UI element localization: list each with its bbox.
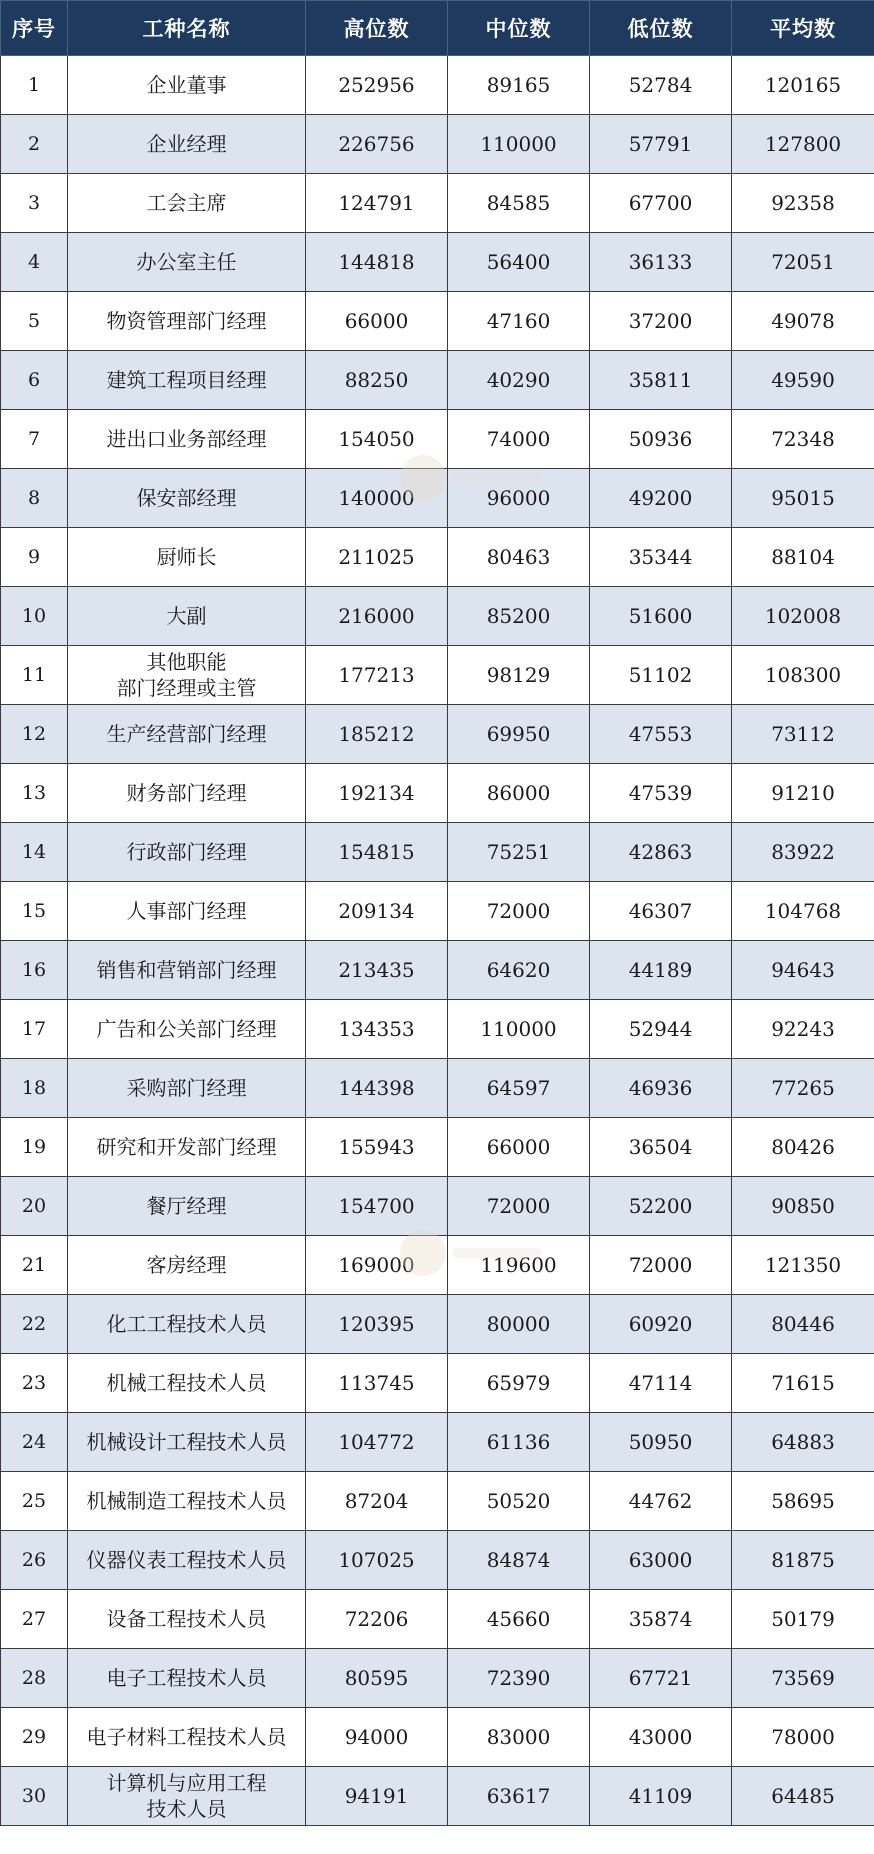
table-row (1, 882, 874, 941)
cell-median: 84874 (448, 1531, 590, 1590)
cell-high: 113745 (306, 1354, 448, 1413)
cell-job-name: 厨师长 (68, 528, 306, 587)
cell-average: 83922 (732, 823, 874, 882)
cell-high: 66000 (306, 292, 448, 351)
cell-index: 26 (1, 1531, 68, 1590)
cell-high: 104772 (306, 1413, 448, 1472)
cell-job-name: 机械工程技术人员 (68, 1354, 306, 1413)
cell-low: 63000 (590, 1531, 732, 1590)
cell-job-name: 物资管理部门经理 (68, 292, 306, 351)
cell-high: 192134 (306, 764, 448, 823)
cell-median: 83000 (448, 1708, 590, 1767)
cell-average: 120165 (732, 56, 874, 115)
cell-low: 51102 (590, 646, 732, 705)
cell-low: 67721 (590, 1649, 732, 1708)
cell-low: 52784 (590, 56, 732, 115)
cell-average: 92243 (732, 1000, 874, 1059)
cell-index: 6 (1, 351, 68, 410)
cell-low: 42863 (590, 823, 732, 882)
cell-median: 64620 (448, 941, 590, 1000)
cell-index: 15 (1, 882, 68, 941)
cell-job-name: 人事部门经理 (68, 882, 306, 941)
cell-low: 36504 (590, 1118, 732, 1177)
cell-job-name: 财务部门经理 (68, 764, 306, 823)
cell-low: 60920 (590, 1295, 732, 1354)
cell-job-name: 建筑工程项目经理 (68, 351, 306, 410)
cell-high: 88250 (306, 351, 448, 410)
cell-median: 80000 (448, 1295, 590, 1354)
cell-median: 65979 (448, 1354, 590, 1413)
cell-median: 80463 (448, 528, 590, 587)
cell-job-name: 机械制造工程技术人员 (68, 1472, 306, 1531)
cell-average: 121350 (732, 1236, 874, 1295)
cell-job-name: 广告和公关部门经理 (68, 1000, 306, 1059)
table-row (1, 292, 874, 351)
cell-median: 84585 (448, 174, 590, 233)
cell-median: 66000 (448, 1118, 590, 1177)
cell-index: 4 (1, 233, 68, 292)
table-row (1, 1708, 874, 1767)
cell-low: 50936 (590, 410, 732, 469)
cell-low: 44189 (590, 941, 732, 1000)
cell-high: 226756 (306, 115, 448, 174)
cell-median: 89165 (448, 56, 590, 115)
table-row (1, 1767, 874, 1826)
cell-average: 64485 (732, 1767, 874, 1826)
table-row (1, 705, 874, 764)
table-row (1, 1118, 874, 1177)
cell-high: 154050 (306, 410, 448, 469)
cell-median: 64597 (448, 1059, 590, 1118)
cell-low: 57791 (590, 115, 732, 174)
cell-index: 1 (1, 56, 68, 115)
header-job-name: 工种名称 (68, 1, 306, 56)
cell-low: 35811 (590, 351, 732, 410)
table-row (1, 1590, 874, 1649)
cell-index: 27 (1, 1590, 68, 1649)
cell-index: 16 (1, 941, 68, 1000)
cell-job-name: 工会主席 (68, 174, 306, 233)
table-row (1, 823, 874, 882)
cell-job-name: 设备工程技术人员 (68, 1590, 306, 1649)
cell-median: 61136 (448, 1413, 590, 1472)
cell-job-name: 餐厅经理 (68, 1177, 306, 1236)
cell-index: 24 (1, 1413, 68, 1472)
cell-low: 49200 (590, 469, 732, 528)
cell-average: 104768 (732, 882, 874, 941)
cell-job-name: 其他职能 部门经理或主管 (68, 646, 306, 705)
cell-average: 49078 (732, 292, 874, 351)
cell-median: 98129 (448, 646, 590, 705)
table-row (1, 174, 874, 233)
cell-index: 2 (1, 115, 68, 174)
cell-high: 94191 (306, 1767, 448, 1826)
cell-average: 95015 (732, 469, 874, 528)
cell-index: 21 (1, 1236, 68, 1295)
cell-index: 7 (1, 410, 68, 469)
cell-low: 44762 (590, 1472, 732, 1531)
cell-average: 71615 (732, 1354, 874, 1413)
cell-job-name: 保安部经理 (68, 469, 306, 528)
cell-high: 120395 (306, 1295, 448, 1354)
cell-median: 72390 (448, 1649, 590, 1708)
cell-median: 96000 (448, 469, 590, 528)
cell-low: 46936 (590, 1059, 732, 1118)
cell-median: 74000 (448, 410, 590, 469)
cell-index: 19 (1, 1118, 68, 1177)
cell-high: 154815 (306, 823, 448, 882)
cell-high: 72206 (306, 1590, 448, 1649)
cell-average: 94643 (732, 941, 874, 1000)
cell-high: 107025 (306, 1531, 448, 1590)
cell-median: 72000 (448, 1177, 590, 1236)
table-row (1, 469, 874, 528)
table-row (1, 1413, 874, 1472)
cell-high: 155943 (306, 1118, 448, 1177)
cell-median: 50520 (448, 1472, 590, 1531)
cell-index: 20 (1, 1177, 68, 1236)
cell-high: 134353 (306, 1000, 448, 1059)
cell-low: 52944 (590, 1000, 732, 1059)
cell-index: 3 (1, 174, 68, 233)
cell-job-name: 电子材料工程技术人员 (68, 1708, 306, 1767)
cell-low: 72000 (590, 1236, 732, 1295)
cell-index: 23 (1, 1354, 68, 1413)
cell-average: 64883 (732, 1413, 874, 1472)
cell-low: 35344 (590, 528, 732, 587)
cell-index: 12 (1, 705, 68, 764)
cell-low: 67700 (590, 174, 732, 233)
table-row (1, 56, 874, 115)
cell-high: 252956 (306, 56, 448, 115)
cell-index: 13 (1, 764, 68, 823)
cell-job-name: 销售和营销部门经理 (68, 941, 306, 1000)
cell-median: 63617 (448, 1767, 590, 1826)
table-row (1, 233, 874, 292)
cell-average: 78000 (732, 1708, 874, 1767)
cell-median: 47160 (448, 292, 590, 351)
table-row (1, 528, 874, 587)
cell-median: 75251 (448, 823, 590, 882)
cell-average: 108300 (732, 646, 874, 705)
cell-job-name: 计算机与应用工程 技术人员 (68, 1767, 306, 1826)
cell-job-name: 企业董事 (68, 56, 306, 115)
cell-median: 69950 (448, 705, 590, 764)
cell-average: 73569 (732, 1649, 874, 1708)
cell-low: 35874 (590, 1590, 732, 1649)
cell-job-name: 化工工程技术人员 (68, 1295, 306, 1354)
cell-index: 9 (1, 528, 68, 587)
header-median: 中位数 (448, 1, 590, 56)
cell-average: 58695 (732, 1472, 874, 1531)
cell-index: 5 (1, 292, 68, 351)
cell-average: 50179 (732, 1590, 874, 1649)
header-average: 平均数 (732, 1, 874, 56)
cell-index: 17 (1, 1000, 68, 1059)
table-row (1, 115, 874, 174)
cell-job-name: 企业经理 (68, 115, 306, 174)
cell-job-name: 进出口业务部经理 (68, 410, 306, 469)
cell-high: 211025 (306, 528, 448, 587)
table-body (1, 56, 874, 1826)
table-row (1, 1177, 874, 1236)
cell-low: 47539 (590, 764, 732, 823)
cell-job-name: 仪器仪表工程技术人员 (68, 1531, 306, 1590)
cell-index: 25 (1, 1472, 68, 1531)
cell-index: 22 (1, 1295, 68, 1354)
cell-median: 110000 (448, 1000, 590, 1059)
cell-high: 87204 (306, 1472, 448, 1531)
cell-low: 46307 (590, 882, 732, 941)
cell-median: 40290 (448, 351, 590, 410)
cell-job-name: 生产经营部门经理 (68, 705, 306, 764)
cell-index: 10 (1, 587, 68, 646)
cell-high: 144398 (306, 1059, 448, 1118)
table-row (1, 1472, 874, 1531)
table-row (1, 410, 874, 469)
table-row (1, 764, 874, 823)
cell-average: 81875 (732, 1531, 874, 1590)
cell-high: 177213 (306, 646, 448, 705)
cell-high: 144818 (306, 233, 448, 292)
cell-index: 14 (1, 823, 68, 882)
cell-low: 51600 (590, 587, 732, 646)
cell-job-name: 电子工程技术人员 (68, 1649, 306, 1708)
cell-high: 80595 (306, 1649, 448, 1708)
table-row (1, 1059, 874, 1118)
cell-low: 36133 (590, 233, 732, 292)
cell-index: 30 (1, 1767, 68, 1826)
cell-low: 41109 (590, 1767, 732, 1826)
cell-low: 37200 (590, 292, 732, 351)
table-header (1, 1, 874, 56)
cell-average: 90850 (732, 1177, 874, 1236)
cell-job-name: 采购部门经理 (68, 1059, 306, 1118)
cell-average: 49590 (732, 351, 874, 410)
header-low: 低位数 (590, 1, 732, 56)
table-row (1, 1000, 874, 1059)
table-row (1, 351, 874, 410)
cell-average: 80426 (732, 1118, 874, 1177)
table-row (1, 646, 874, 705)
cell-high: 185212 (306, 705, 448, 764)
cell-job-name: 大副 (68, 587, 306, 646)
cell-index: 18 (1, 1059, 68, 1118)
table-row (1, 1354, 874, 1413)
cell-high: 154700 (306, 1177, 448, 1236)
cell-high: 169000 (306, 1236, 448, 1295)
cell-average: 102008 (732, 587, 874, 646)
cell-average: 73112 (732, 705, 874, 764)
cell-median: 110000 (448, 115, 590, 174)
cell-average: 92358 (732, 174, 874, 233)
cell-job-name: 客房经理 (68, 1236, 306, 1295)
cell-average: 77265 (732, 1059, 874, 1118)
cell-job-name: 行政部门经理 (68, 823, 306, 882)
cell-average: 80446 (732, 1295, 874, 1354)
cell-high: 213435 (306, 941, 448, 1000)
cell-high: 94000 (306, 1708, 448, 1767)
cell-median: 119600 (448, 1236, 590, 1295)
cell-job-name: 研究和开发部门经理 (68, 1118, 306, 1177)
cell-median: 72000 (448, 882, 590, 941)
table-row (1, 1295, 874, 1354)
cell-job-name: 机械设计工程技术人员 (68, 1413, 306, 1472)
cell-job-name: 办公室主任 (68, 233, 306, 292)
cell-median: 45660 (448, 1590, 590, 1649)
cell-median: 56400 (448, 233, 590, 292)
cell-high: 209134 (306, 882, 448, 941)
cell-low: 47114 (590, 1354, 732, 1413)
cell-average: 72051 (732, 233, 874, 292)
cell-low: 47553 (590, 705, 732, 764)
header-row (1, 1, 874, 56)
cell-low: 43000 (590, 1708, 732, 1767)
cell-index: 11 (1, 646, 68, 705)
cell-median: 86000 (448, 764, 590, 823)
cell-low: 50950 (590, 1413, 732, 1472)
cell-index: 8 (1, 469, 68, 528)
header-high: 高位数 (306, 1, 448, 56)
cell-average: 91210 (732, 764, 874, 823)
table-row (1, 587, 874, 646)
header-index: 序号 (1, 1, 68, 56)
cell-index: 29 (1, 1708, 68, 1767)
cell-average: 127800 (732, 115, 874, 174)
cell-high: 216000 (306, 587, 448, 646)
table-row (1, 941, 874, 1000)
table-row (1, 1531, 874, 1590)
table-row (1, 1649, 874, 1708)
cell-index: 28 (1, 1649, 68, 1708)
cell-median: 85200 (448, 587, 590, 646)
cell-average: 72348 (732, 410, 874, 469)
cell-average: 88104 (732, 528, 874, 587)
cell-high: 124791 (306, 174, 448, 233)
cell-high: 140000 (306, 469, 448, 528)
cell-low: 52200 (590, 1177, 732, 1236)
table-row (1, 1236, 874, 1295)
